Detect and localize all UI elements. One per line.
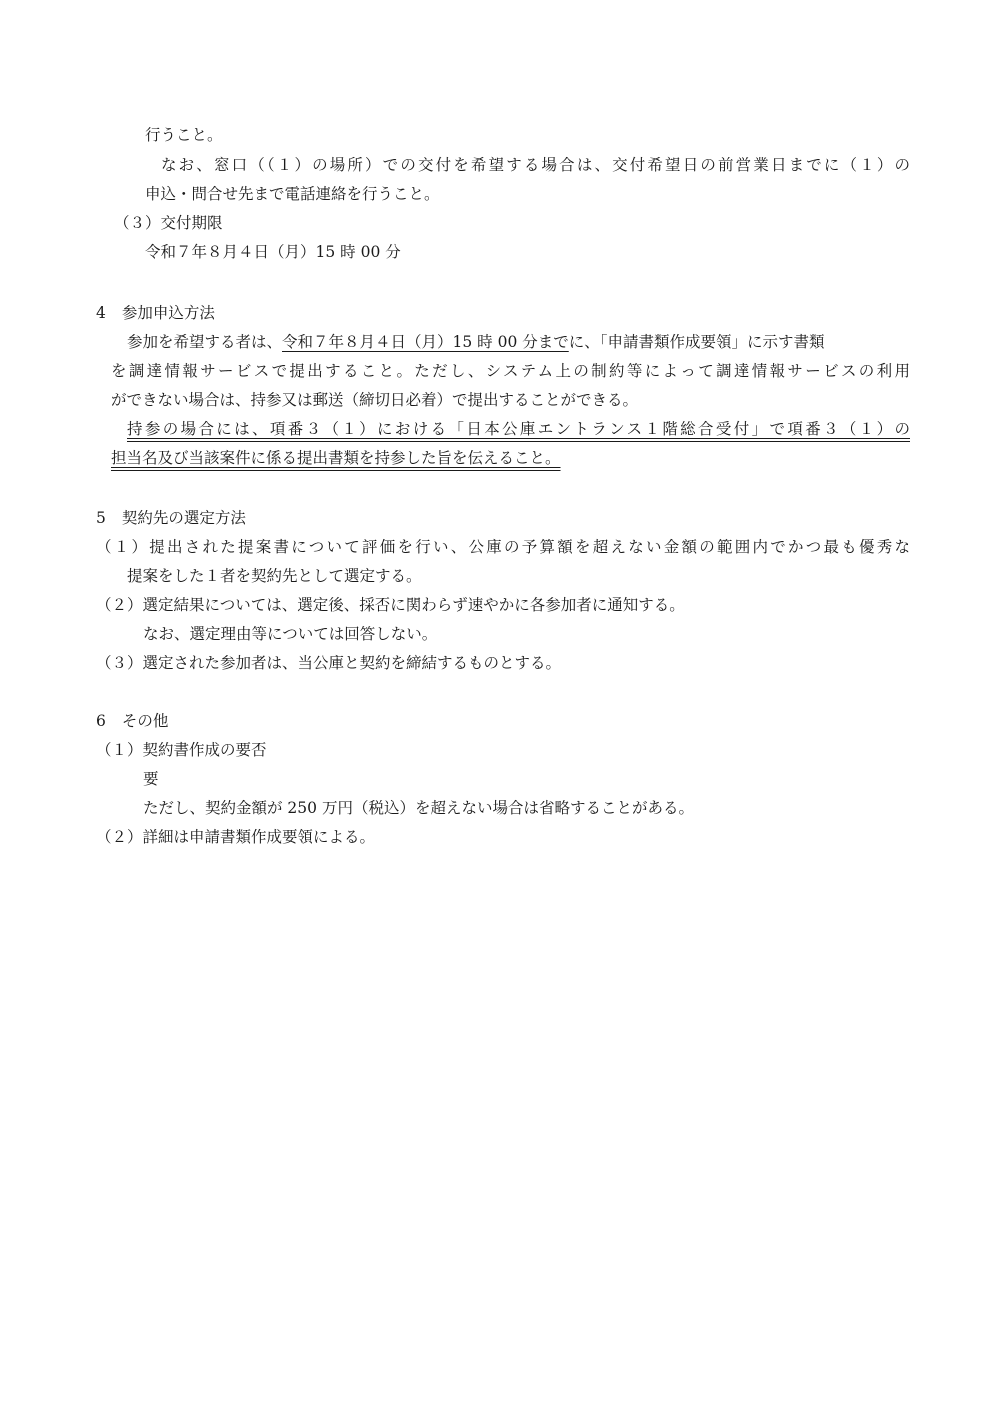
sec4-para1-post: に、「申請書類作成要領」に示す書類 [568, 333, 825, 351]
sec4-para1-line2: を調達情報サービスで提出すること。ただし、システム上の制約等によって調達情報サービスの利用 [111, 362, 910, 380]
sec6-item1-value: 要 [143, 770, 159, 788]
sec3-line-2: なお、窓口（（１）の場所）での交付を希望する場合は、交付希望日の前営業日までに（１）の [161, 156, 910, 174]
sec6-title: その他 [121, 712, 169, 730]
sec6-item2: （２）詳細は申請書類作成要領による。 [96, 828, 376, 846]
sec4-title: 参加申込方法 [121, 304, 215, 322]
sec5-title: 契約先の選定方法 [121, 509, 246, 527]
sec5-item2-note: なお、選定理由等については回答しない。 [143, 625, 438, 643]
sec4-para1-deadline: 令和７年８月４日（月）15 時 00 分まで [282, 333, 569, 351]
sec4-heading [96, 306, 215, 322]
sec4-para2-line2: 担当名及び当該案件に係る提出書類を持参した旨を伝えること。 [111, 449, 561, 467]
sec4-para1-pre: 参加を希望する者は、 [127, 333, 283, 351]
sec5-heading [96, 511, 246, 527]
sec6-item1-note: ただし、契約金額が 250 万円（税込）を超えない場合は省略することがある。 [143, 799, 694, 817]
sec3-line-3: 申込・問合せ先まで電話連絡を行うこと。 [145, 185, 440, 203]
sec3-line-1: 行うこと。 [145, 126, 223, 144]
sec5-item2: （２）選定結果については、選定後、採否に関わらず速やかに各参加者に通知する。 [96, 596, 685, 614]
sec4-number: 4 [96, 304, 106, 322]
sec3-sub3-heading: （３）交付期限 [114, 214, 223, 232]
sec5-item1-line2: 提案をした１者を契約先として選定する。 [127, 567, 422, 585]
sec6-heading [96, 714, 168, 730]
sec4-para2-line1: 持参の場合には、項番３（１）における「日本公庫エントランス１階総合受付」で項番３（１）の [127, 420, 910, 438]
sec4-para1-line3: ができない場合は、持参又は郵送（締切日必着）で提出することができる。 [111, 391, 639, 409]
sec5-item1-line1: （１）提出された提案書について評価を行い、公庫の予算額を超えない金額の範囲内でかつ最も優秀な [96, 538, 910, 556]
sec4-para1-line1 [127, 335, 825, 351]
sec6-number: 6 [96, 712, 106, 730]
sec5-item3: （３）選定された参加者は、当公庫と契約を締結するものとする。 [96, 654, 562, 672]
sec3-sub3-deadline: 令和７年８月４日（月）15 時 00 分 [145, 243, 401, 261]
sec6-item1-heading: （１）契約書作成の要否 [96, 741, 267, 759]
sec5-number: 5 [96, 509, 106, 527]
